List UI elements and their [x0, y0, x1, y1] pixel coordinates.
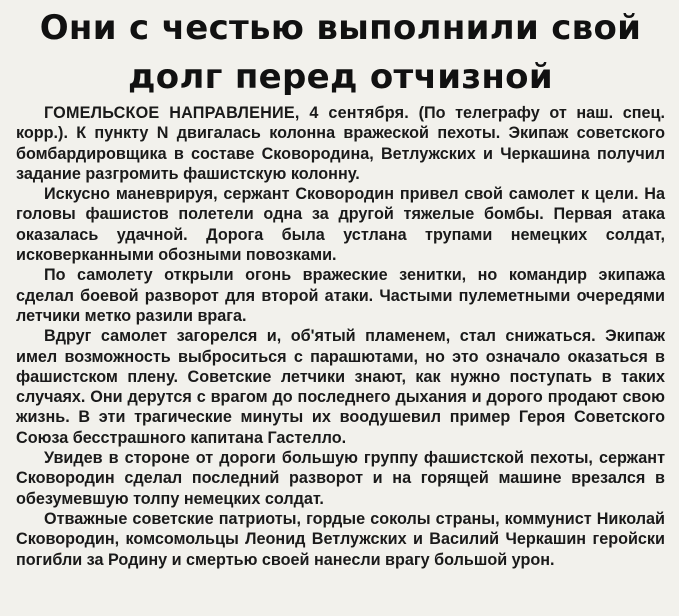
- headline-line-1: Они с честью выполнили свой: [39, 8, 642, 48]
- paragraph-2: Искусно маневрируя, сержант Сковородин привел свой самолет к цели. На головы фашистов полетели одна за другой тяжелые бомбы. Первая атака оказалась удачной. Дорога была устлана трупами немецких солдат, исковерканными обозными повозками.: [16, 185, 665, 265]
- paragraph-6: Отважные советские патриоты, гордые соколы страны, коммунист Николай Сковородин, комсомольцы Леонид Ветлужских и Василий Черкашин геройски погибли за Родину и смертью своей нанесли врагу большой урон.: [16, 509, 665, 569]
- paragraph-1: [16, 103, 665, 184]
- headline-line-2: долг перед отчизной: [128, 57, 553, 97]
- article-body: [16, 103, 665, 570]
- paragraph-5: Увидев в стороне от дороги большую группу фашистской пехоты, сержант Сковородин сделал последний разворот и на горящей машине врезался в обезумевшую толпу немецких солдат.: [16, 449, 665, 508]
- paragraph-text: (По телеграфу от наш. спец. корр.). К пункту N двигалась колонна вражеской пехоты. Экипаж советского бомбардировщика в составе Сковородина, Ветлужских и Черкашина получил задание разгромить фашистскую колонну.: [16, 104, 666, 183]
- article-headline: [16, 4, 665, 102]
- paragraph-4: Вдруг самолет загорелся и, об'ятый пламенем, стал снижаться. Экипаж имел возможность выброситься с парашютами, но это означало оказаться в фашистском плену. Советские летчики знают, как нужно поступать в таких случаях. Они дерутся с врагом до последнего дыхания и дорого продают свою жизнь. В эти трагические минуты их воодушевил пример Героя Советского Союза бесстрашного капитана Гастелло.: [16, 327, 665, 447]
- paragraph-3: По самолету открыли огонь вражеские зенитки, но командир экипажа сделал боевой разворот для второй атаки. Частыми пулеметными очередями летчики метко разили врага.: [16, 266, 665, 325]
- dateline: ГОМЕЛЬСКОЕ НАПРАВЛЕНИЕ, 4 сентября.: [44, 104, 409, 122]
